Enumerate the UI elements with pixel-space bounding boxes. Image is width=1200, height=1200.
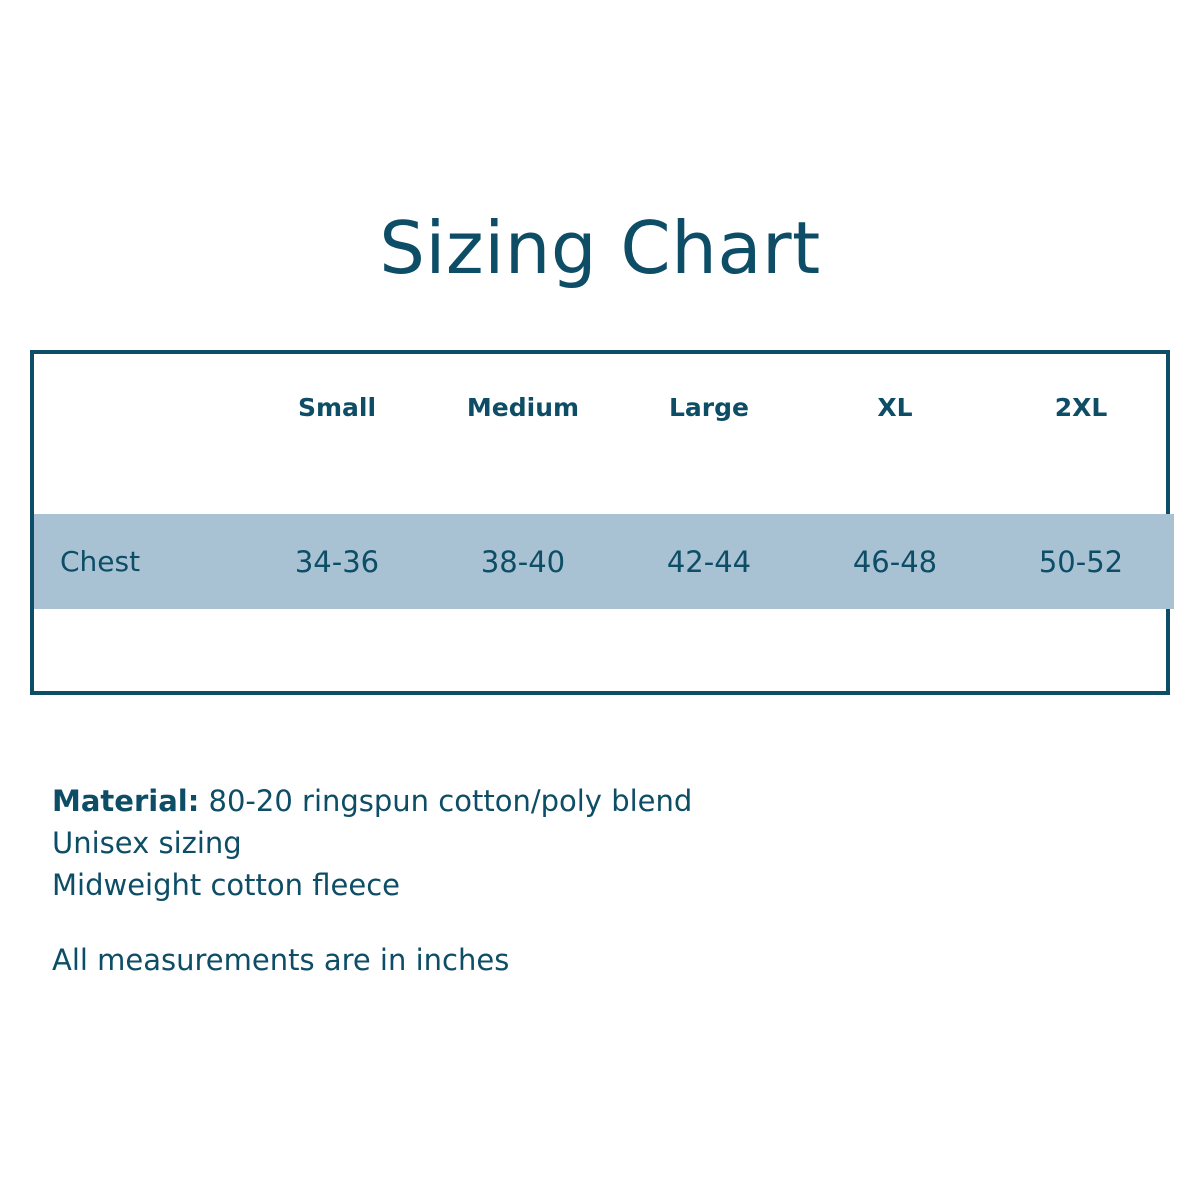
spacer-cell: [802, 439, 988, 514]
table-row: [34, 514, 1174, 609]
column-header-row-label: [34, 354, 244, 439]
table-header-row: [34, 354, 1174, 439]
page-title: Sizing Chart: [379, 206, 821, 290]
spacer-cell: [244, 609, 430, 691]
spacer-cell: [430, 609, 616, 691]
table-spacer-row-top: [34, 439, 1174, 514]
notes-block: [52, 780, 1052, 981]
measurements-note: All measurements are in inches: [52, 943, 510, 977]
column-header-small: Small: [297, 393, 377, 422]
spacer-cell: [34, 609, 244, 691]
material-label: Material:: [52, 784, 200, 818]
row-label-chest: Chest: [60, 545, 141, 578]
unisex-sizing-line: Unisex sizing: [52, 826, 242, 860]
column-header-large: Large: [669, 393, 749, 422]
spacer-cell: [802, 609, 988, 691]
spacer-cell: [988, 439, 1174, 514]
cell-chest-xl: 46-48: [852, 544, 938, 579]
spacer-cell: [430, 439, 616, 514]
cell-chest-large: 42-44: [666, 544, 752, 579]
table-spacer-row-bottom: [34, 609, 1174, 691]
spacer-cell: [616, 439, 802, 514]
sizing-table-container: [30, 350, 1170, 695]
material-value: 80-20 ringspun cotton/poly blend: [208, 784, 693, 818]
material-line: [52, 780, 1052, 822]
column-header-medium: Medium: [466, 393, 580, 422]
cell-chest-small: 34-36: [294, 544, 380, 579]
spacer-cell: [616, 609, 802, 691]
spacer-cell: [244, 439, 430, 514]
fabric-weight-line: Midweight cotton fleece: [52, 868, 400, 902]
column-header-2xl: 2XL: [1054, 393, 1108, 422]
column-header-xl: XL: [877, 393, 913, 422]
spacer-cell: [988, 609, 1174, 691]
sizing-table: [34, 354, 1174, 691]
spacer-cell: [34, 439, 244, 514]
cell-chest-2xl: 50-52: [1038, 544, 1124, 579]
cell-chest-medium: 38-40: [480, 544, 566, 579]
